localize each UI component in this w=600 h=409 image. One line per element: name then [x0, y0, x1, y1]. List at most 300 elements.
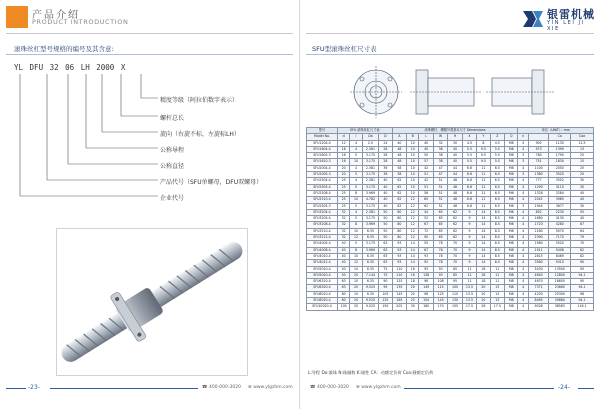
table-cell: 3.175	[362, 184, 379, 190]
table-cell: 3.969	[362, 190, 379, 196]
table-cell: 9.525	[362, 285, 379, 291]
table-cell: 40	[379, 197, 392, 203]
table-cell: 67	[419, 247, 433, 253]
table-cell: SFU1204-4	[307, 140, 338, 146]
table-cell: SFU4012-4	[307, 260, 338, 266]
table-cell: 51	[433, 184, 447, 190]
table-cell: 11	[477, 178, 490, 184]
table-cell: 9	[462, 209, 476, 215]
table-cell: 8.5	[490, 247, 504, 253]
table-cell: 75	[379, 272, 392, 278]
table-cell: 50	[379, 209, 392, 215]
table-cell: 4.5	[490, 140, 504, 146]
table-cell: 8.5	[490, 241, 504, 247]
table-cell: 9.5	[477, 146, 490, 152]
table-cell: 10	[350, 266, 362, 272]
table-cell: 12	[337, 140, 349, 146]
table-cell: SFU2005-3	[307, 172, 338, 178]
table-cell: 40	[337, 253, 349, 259]
table-cell: 10	[407, 165, 419, 171]
table-cell: 94.1	[571, 272, 594, 278]
table-cell: 6.35	[362, 266, 379, 272]
table-cell: 2.5	[362, 140, 379, 146]
table-cell: 4	[350, 165, 362, 171]
column-header: Y	[477, 134, 490, 140]
table-cell: 10	[350, 279, 362, 285]
table-cell: M6	[505, 190, 518, 196]
table-cell: 13500	[549, 266, 571, 272]
table-cell: 11	[462, 266, 476, 272]
table-cell: 4	[518, 197, 528, 203]
table-cell: 17.5	[462, 304, 476, 310]
table-cell: 48	[448, 190, 462, 196]
table-cell: 6.35	[362, 228, 379, 234]
table-cell: 6.5	[490, 203, 504, 209]
table-cell: 50	[379, 216, 392, 222]
column-header: L	[419, 134, 433, 140]
table-cell: 4	[518, 140, 528, 146]
table-cell: 12	[407, 197, 419, 203]
table-cell: 98	[419, 279, 433, 285]
table-cell: 62	[448, 235, 462, 241]
table-cell: M6	[505, 184, 518, 190]
table-cell: 25	[407, 298, 419, 304]
table-cell: 154	[419, 298, 433, 304]
table-cell: 3284	[549, 190, 571, 196]
column-header: Ca	[549, 134, 571, 140]
table-cell: 48	[392, 153, 406, 159]
table-cell: 6.6	[462, 165, 476, 171]
table-cell: 12	[407, 235, 419, 241]
table-cell: 55	[419, 241, 433, 247]
table-cell: 973	[528, 146, 549, 152]
table-cell: 93	[433, 272, 447, 278]
table-cell: 63	[379, 253, 392, 259]
table-cell: 12	[407, 222, 419, 228]
sfu-dimension-table	[306, 127, 594, 311]
table-cell: 20	[571, 172, 594, 178]
table-cell: 2.381	[362, 209, 379, 215]
table-cell: 93	[392, 253, 406, 259]
table-cell: 28	[379, 159, 392, 165]
brand-pinyin: YIN LEI JI XIE	[547, 20, 585, 32]
table-cell: 125	[379, 298, 392, 304]
table-cell: M6	[505, 159, 518, 165]
table-cell: 9	[462, 228, 476, 234]
table-cell: 2.381	[362, 165, 379, 171]
table-cell: 10	[407, 140, 419, 146]
table-cell: 40	[571, 216, 594, 222]
table-cell: 1130	[549, 140, 571, 146]
table-cell: 110	[392, 272, 406, 278]
table-cell: 40	[571, 197, 594, 203]
table-cell: 12	[407, 216, 419, 222]
table-cell: 93	[392, 241, 406, 247]
column-header: W	[433, 134, 447, 140]
table-cell: 32	[433, 140, 447, 146]
table-cell: SFU2508-4	[307, 190, 338, 196]
table-cell: 90	[419, 235, 433, 241]
table-cell: 13	[490, 291, 504, 297]
table-cell: M8	[505, 291, 518, 297]
column-header: B	[407, 134, 419, 140]
footer-web-right: ⊕ www.ylgzhm.com	[356, 385, 401, 390]
group-header-sfu: SFU 滚珠丝杠尺寸表	[337, 128, 392, 134]
table-cell: 100	[448, 285, 462, 291]
table-cell: 8.5	[490, 216, 504, 222]
table-cell: 5	[350, 184, 362, 190]
table-cell: 90	[571, 260, 594, 266]
table-cell: 3	[518, 203, 528, 209]
table-cell: SFU1610-3	[307, 159, 338, 165]
table-cell: 48	[392, 146, 406, 152]
table-cell: 12	[350, 235, 362, 241]
column-header: n	[518, 134, 528, 140]
ball-screw-image	[57, 229, 247, 375]
footer-phone-right: ☎ 400-000-3020	[310, 385, 349, 390]
table-cell: M6	[505, 165, 518, 171]
table-cell: 3580	[528, 260, 549, 266]
table-section-title: SFU型滚珠丝杠尺寸表	[312, 45, 377, 53]
footer-web-left: ⊕ www.ylgzhm.com	[248, 385, 293, 390]
table-cell: M6	[505, 209, 518, 215]
table-cell: 9	[462, 222, 476, 228]
table-cell: 44	[448, 172, 462, 178]
table-cell: 12800	[549, 272, 571, 278]
table-cell: 4	[350, 209, 362, 215]
table-cell: 8.5	[490, 253, 504, 259]
table-cell: 62	[448, 216, 462, 222]
table-cell: 93	[392, 247, 406, 253]
column-header: Q	[505, 134, 518, 140]
table-cell: 7371	[528, 285, 549, 291]
table-cell: 1830	[549, 159, 571, 165]
footer-line-left	[6, 388, 26, 389]
table-cell: 25	[337, 184, 349, 190]
table-cell: 92	[419, 260, 433, 266]
table-cell: 4	[518, 216, 528, 222]
column-header: Coa	[571, 134, 594, 140]
table-cell: 780	[528, 153, 549, 159]
table-cell: 10	[407, 178, 419, 184]
table-cell: 80	[392, 209, 406, 215]
table-cell: 52	[419, 216, 433, 222]
table-cell: 82	[571, 253, 594, 259]
table-cell: 4	[518, 272, 528, 278]
table-cell: 3.969	[362, 247, 379, 253]
table-cell: 10	[407, 159, 419, 165]
table-cell: M6	[505, 203, 518, 209]
table-cell: 25300	[549, 291, 571, 297]
table-cell: 16	[407, 272, 419, 278]
table-cell: 11	[477, 190, 490, 196]
table-cell: 30	[571, 203, 594, 209]
table-cell: 5.5	[490, 159, 504, 165]
table-cell: SFU4005-4	[307, 241, 338, 247]
group-header-unit: 单位（UNIT）：mm	[518, 128, 594, 134]
table-cell: 6.35	[362, 279, 379, 285]
code-label-rotation: 旋向（右旋不标，左旋标LH）	[160, 131, 240, 138]
table-cell: 47	[433, 172, 447, 178]
table-cell: 115	[433, 285, 447, 291]
table-cell: 40	[337, 247, 349, 253]
table-cell: 28	[379, 153, 392, 159]
table-cell: 38	[433, 146, 447, 152]
table-cell: 4	[350, 140, 362, 146]
table-cell: 50	[379, 222, 392, 228]
table-cell: 62	[448, 222, 462, 228]
table-cell: SFU5020-4	[307, 272, 338, 278]
table-cell: 17.5	[490, 304, 504, 310]
column-header: I	[350, 134, 362, 140]
table-cell: 20	[407, 285, 419, 291]
table-cell: 20	[350, 304, 362, 310]
table-cell: 8469	[549, 253, 571, 259]
column-header: Da	[362, 134, 379, 140]
table-cell: 6.5	[490, 165, 504, 171]
table-cell: 6.6	[462, 197, 476, 203]
table-cell: 16	[337, 159, 349, 165]
table-cell: 64	[571, 228, 594, 234]
table-cell: 11	[490, 279, 504, 285]
table-cell: 11	[477, 184, 490, 190]
table-cell: 13.5	[462, 298, 476, 304]
table-cell: 10	[350, 197, 362, 203]
table-cell: 20	[350, 285, 362, 291]
table-cell: 9	[462, 253, 476, 259]
table-cell: 80	[392, 228, 406, 234]
table-cell: 6.6	[462, 184, 476, 190]
sfu-dimension-table-wrap	[306, 127, 594, 311]
table-cell: 40	[448, 159, 462, 165]
ball-screw-photo	[56, 228, 248, 376]
table-cell: 2180	[528, 228, 549, 234]
table-cell: 30	[571, 184, 594, 190]
table-cell: 25	[337, 197, 349, 203]
table-cell: 24	[379, 140, 392, 146]
table-cell: 18	[477, 279, 490, 285]
table-cell: 50	[337, 266, 349, 272]
table-cell: 62	[392, 184, 406, 190]
table-cell: 9028	[528, 304, 549, 310]
table-cell: SFU1604-4	[307, 146, 338, 152]
table-cell: 62	[392, 203, 406, 209]
table-cell: M6	[505, 228, 518, 234]
table-cell: 82	[571, 247, 594, 253]
table-cell: 80	[392, 222, 406, 228]
table-cell: 14	[407, 247, 419, 253]
nut-dimension-drawings	[350, 64, 560, 120]
table-cell: 78	[433, 260, 447, 266]
table-cell: 8465	[528, 298, 549, 304]
table-cell: 48	[448, 184, 462, 190]
table-cell: 14	[477, 241, 490, 247]
table-cell: 90	[379, 279, 392, 285]
table-cell: 110	[448, 291, 462, 297]
table-cell: SFU2510-4	[307, 197, 338, 203]
table-cell: 57	[419, 159, 433, 165]
table-cell: 48	[448, 178, 462, 184]
table-cell: 6.6	[462, 203, 476, 209]
table-cell: 10	[350, 159, 362, 165]
table-cell: 108	[433, 279, 447, 285]
table-cell: 93	[419, 266, 433, 272]
table-cell: 40	[419, 140, 433, 146]
table-cell: 63	[337, 279, 349, 285]
table-cell: M6	[505, 172, 518, 178]
table-cell: 38583	[549, 304, 571, 310]
table-cell: 100	[337, 304, 349, 310]
table-cell: 9	[462, 235, 476, 241]
code-leader-lines	[0, 0, 300, 220]
table-cell: 2041	[528, 197, 549, 203]
table-cell: 4	[518, 291, 528, 297]
table-cell: 170	[433, 304, 447, 310]
table-cell: SFU3210-4	[307, 228, 338, 234]
table-cell: 16	[337, 146, 349, 152]
table-cell: 48	[448, 197, 462, 203]
table-cell: M8	[505, 304, 518, 310]
table-cell: 751	[528, 159, 549, 165]
table-cell: 25	[337, 178, 349, 184]
table-legend: L:导程 Da:滚珠 N:珠圈数 K:刚性 CA：动额定负荷 Coa:静额定负荷	[308, 370, 434, 375]
table-cell: 15	[571, 159, 594, 165]
table-cell: 63	[337, 285, 349, 291]
table-cell: 32	[337, 216, 349, 222]
table-cell: 63	[379, 260, 392, 266]
table-cell: 6.5	[490, 190, 504, 196]
table-cell: 93	[419, 253, 433, 259]
code-label-length: 螺杆总长	[160, 115, 185, 122]
table-cell: 3677	[549, 203, 571, 209]
header-divider-right	[306, 33, 594, 34]
table-cell: 67	[419, 222, 433, 228]
table-cell: 2230	[549, 209, 571, 215]
table-cell: 11	[477, 203, 490, 209]
table-cell: 51	[433, 178, 447, 184]
table-cell: 63	[379, 241, 392, 247]
table-cell: 55	[571, 209, 594, 215]
table-cell: 50	[379, 228, 392, 234]
table-cell: 78	[433, 247, 447, 253]
table-cell: 10	[407, 184, 419, 190]
table-cell: 4130	[549, 216, 571, 222]
table-cell: 9	[462, 216, 476, 222]
table-cell: 10	[407, 190, 419, 196]
table-cell: 10	[407, 172, 419, 178]
table-cell: 1980	[528, 241, 549, 247]
table-cell: 10	[407, 146, 419, 152]
footer-line-mid	[50, 388, 198, 389]
table-cell: 40	[448, 153, 462, 159]
table-cell: 11	[490, 266, 504, 272]
table-cell: 4	[350, 146, 362, 152]
table-cell: M8	[505, 253, 518, 259]
table-cell: 78	[433, 253, 447, 259]
table-cell: 40	[337, 241, 349, 247]
table-cell: 4	[518, 178, 528, 184]
table-cell: 11	[490, 272, 504, 278]
table-cell: M6	[505, 197, 518, 203]
table-cell: 78	[433, 241, 447, 247]
table-cell: 2390	[528, 235, 549, 241]
table-cell: 2.381	[362, 178, 379, 184]
table-cell: 72	[419, 228, 433, 234]
table-cell: 11	[462, 279, 476, 285]
table-cell: 62	[419, 203, 433, 209]
table-cell: 10	[350, 253, 362, 259]
table-cell: 32	[337, 235, 349, 241]
table-cell: 14	[477, 209, 490, 215]
table-cell: 10	[407, 153, 419, 159]
table-cell: 1380	[528, 172, 549, 178]
table-cell: 4	[518, 260, 528, 266]
table-cell: 85	[448, 266, 462, 272]
table-cell: M8	[505, 247, 518, 253]
table-cell: 2050	[549, 165, 571, 171]
table-cell: SFU2505-3	[307, 203, 338, 209]
table-cell: 5.5	[462, 159, 476, 165]
table-cell: M8	[505, 298, 518, 304]
table-row	[307, 304, 594, 310]
table-cell: 125	[392, 279, 406, 285]
table-cell: 116.1	[571, 304, 594, 310]
table-cell: 16	[337, 153, 349, 159]
table-cell: 6.35	[362, 235, 379, 241]
table-cell: M6	[505, 216, 518, 222]
table-cell: 1680	[528, 216, 549, 222]
footer-line-right-end	[578, 388, 594, 389]
table-cell: 63	[379, 247, 392, 253]
table-cell: 4	[350, 178, 362, 184]
table-cell: 67	[571, 222, 594, 228]
table-cell: 4.5	[462, 140, 476, 146]
table-cell: 40	[392, 140, 406, 146]
table-cell: 4670	[528, 279, 549, 285]
table-cell: 51	[419, 172, 433, 178]
table-cell: 1720	[528, 222, 549, 228]
table-cell: 40	[379, 203, 392, 209]
table-cell: M6	[505, 222, 518, 228]
table-cell: 5	[350, 241, 362, 247]
table-cell: 6.6	[462, 172, 476, 178]
table-cell: 8.5	[490, 228, 504, 234]
table-cell: SFU3205-4	[307, 216, 338, 222]
column-header: d	[337, 134, 349, 140]
table-cell: 40	[379, 178, 392, 184]
table-cell: 1790	[549, 153, 571, 159]
table-cell: 14	[477, 260, 490, 266]
page-subtitle: PRODUCT INTRODUCTION	[32, 18, 129, 26]
table-cell: 11	[477, 165, 490, 171]
table-cell: 20	[350, 272, 362, 278]
table-cell: 1399	[549, 146, 571, 152]
table-cell: 9310	[549, 260, 571, 266]
column-header: X	[462, 134, 476, 140]
yinlei-logo-icon	[522, 8, 544, 30]
table-cell: 9	[462, 260, 476, 266]
table-cell: 3.175	[362, 241, 379, 247]
column-header: H	[448, 134, 462, 140]
table-cell: M8	[505, 266, 518, 272]
group-header-dims: 滚珠螺杆、螺帽外观基本尺寸 Dimensions	[392, 128, 518, 134]
table-cell: 20	[477, 285, 490, 291]
table-cell: 30	[407, 304, 419, 310]
table-cell: 18	[477, 266, 490, 272]
table-cell: 48	[448, 203, 462, 209]
table-cell: 149	[419, 285, 433, 291]
table-cell: 150	[379, 304, 392, 310]
